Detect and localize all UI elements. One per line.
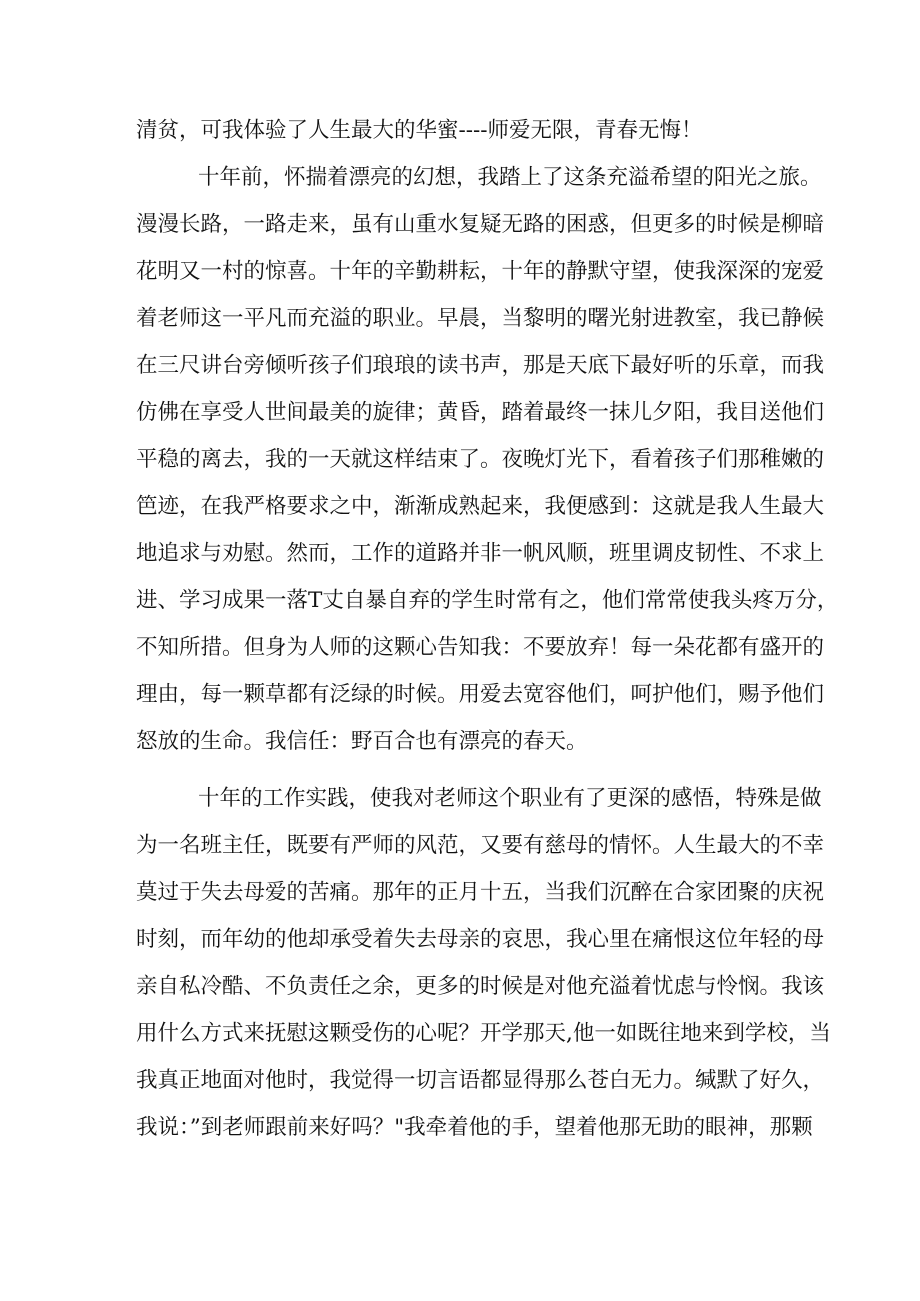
- text-line: 理由，每一颗草都有泛绿的时候。用爱去宽容他们，呵护他们，赐予他们: [136, 682, 825, 707]
- text-line: 地追求与劝慰。然而，工作的道路并非一帆风顺，班里调皮韧性、不求上: [136, 541, 825, 566]
- text-line: 十年前，怀揣着漂亮的幻想，我踏上了这条充溢希望的阳光之旅。: [198, 165, 822, 190]
- text-line: 仿佛在享受人世间最美的旋律；黄昏，踏着最终一抹儿夕阳，我目送他们: [136, 400, 825, 425]
- text-line: 怒放的生命。我信任：野百合也有漂亮的春天。: [136, 729, 588, 754]
- text-line: 漫漫长路，一路走来，虽有山重水复疑无路的困惑，但更多的时候是柳暗: [136, 212, 825, 237]
- text-line: 十年的工作实践，使我对老师这个职业有了更深的感悟，特殊是做: [198, 786, 822, 811]
- text-line: 我真正地面对他时，我觉得一切言语都显得那么苍白无力。缄默了好久，: [136, 1068, 825, 1093]
- text-line: 用什么方式来抚慰这颗受伤的心呢？开学那天,他一如既往地来到学校，当: [136, 1021, 831, 1046]
- text-line: 我说：”到老师跟前来好吗？"我牵着他的手，望着他那无助的眼神，那颗: [136, 1115, 813, 1140]
- text-line: 在三尺讲台旁倾听孩子们琅琅的读书声，那是天底下最好听的乐章，而我: [136, 353, 825, 378]
- text-line: 亲自私冷酷、不负责任之余，更多的时候是对他充溢着忧虑与怜悯。我该: [136, 974, 825, 999]
- text-line: 为一名班主任，既要有严师的风范，又要有慈母的情怀。人生最大的不幸: [136, 833, 825, 858]
- text-line: 笆迹，在我严格要求之中，渐渐成熟起来，我便感到：这就是我人生最大: [136, 494, 825, 519]
- text-line: 着老师这一平凡而充溢的职业。早晨，当黎明的曙光射进教室，我已静候: [136, 306, 825, 331]
- text-line: 时刻，而年幼的他却承受着失去母亲的哀思，我心里在痛恨这位年轻的母: [136, 927, 825, 952]
- text-line: 莫过于失去母爱的苦痛。那年的正月十五，当我们沉醉在合家团聚的庆祝: [136, 880, 825, 905]
- text-line: 不知所措。但身为人师的这颗心告知我：不要放弃！每一朵花都有盛开的: [136, 635, 825, 660]
- text-line: 平稳的离去，我的一天就这样结束了。夜晚灯光下，看着孩子们那稚嫩的: [136, 447, 825, 472]
- text-line: 花明又一村的惊喜。十年的辛勤耕耘，十年的静默守望，使我深深的宠爱: [136, 259, 825, 284]
- text-line: 进、学习成果一落T丈自暴自弃的学生时常有之，他们常常使我头疼万分，: [136, 588, 839, 613]
- text-line: 清贫，可我体验了人生最大的华蜜----师爱无限，青春无悔！: [136, 118, 703, 143]
